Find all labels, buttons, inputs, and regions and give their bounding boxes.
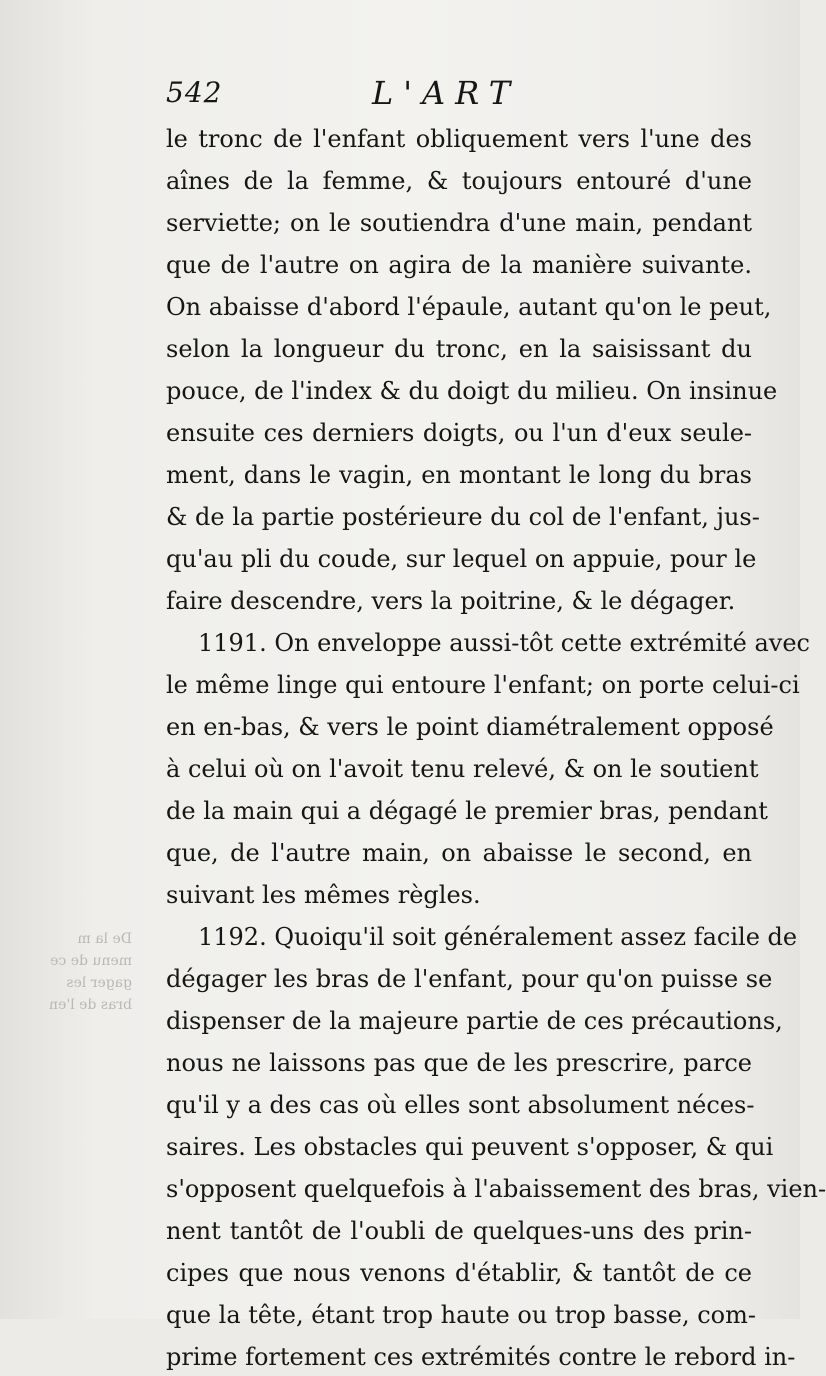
text-line: serviette; on le soutiendra d'une main, pendant [166, 209, 752, 237]
text-line: à celui où on l'avoit tenu relevé, & on le soutient [166, 755, 759, 783]
paragraph-1191-start: 1191. On enveloppe aussi-tôt cette extrémité avec [198, 629, 810, 657]
text-line: ensuite ces derniers doigts, ou l'un d'eux seule- [166, 419, 752, 447]
text-line: faire descendre, vers la poitrine, & le dégager. [166, 587, 736, 615]
page-number: 542 [166, 76, 223, 109]
text-line: que de l'autre on agira de la manière suivante. [166, 251, 752, 279]
text-line: & de la partie postérieure du col de l'enfant, jus- [166, 503, 760, 531]
text-line: nous ne laissons pas que de les prescrire, parce [166, 1049, 752, 1077]
text-line: qu'au pli du coude, sur lequel on appuie, pour le [166, 545, 757, 573]
text-line: nent tantôt de l'oubli de quelques-uns des prin- [166, 1217, 752, 1245]
bleed-through-text: gager les [66, 975, 132, 991]
bleed-through-text: menu de ce [50, 953, 132, 969]
text-line: cipes que nous venons d'établir, & tantôt de ce [166, 1259, 752, 1287]
text-line: en en-bas, & vers le point diamétralement opposé [166, 713, 774, 741]
text-line: que, de l'autre main, on abaisse le second, en [166, 839, 752, 867]
paragraph-1192-start: 1192. Quoiqu'il soit généralement assez facile de [198, 923, 798, 951]
text-line: de la main qui a dégagé le premier bras, pendant [166, 797, 768, 825]
text-line: le tronc de l'enfant obliquement vers l'une des [166, 125, 752, 153]
bleed-through-text: De la m [77, 931, 132, 947]
running-head: L'ART [372, 74, 521, 112]
text-line: prime fortement ces extrémités contre le rebord in- [166, 1343, 796, 1371]
text-line: dégager les bras de l'enfant, pour qu'on puisse se [166, 965, 773, 993]
text-line: le même linge qui entoure l'enfant; on porte celui-ci [166, 671, 800, 699]
text-line: qu'il y a des cas où elles sont absolument néces- [166, 1091, 755, 1119]
bleed-through-text: bras de l'en [49, 997, 132, 1013]
text-line: s'opposent quelquefois à l'abaissement des bras, vien- [166, 1175, 826, 1203]
page-header [166, 72, 744, 118]
text-line: saires. Les obstacles qui peuvent s'opposer, & qui [166, 1133, 774, 1161]
text-line: pouce, de l'index & du doigt du milieu. On insinue [166, 377, 778, 405]
text-line: dispenser de la majeure partie de ces précautions, [166, 1007, 783, 1035]
text-line: aînes de la femme, & toujours entouré d'une [166, 167, 752, 195]
text-line: On abaisse d'abord l'épaule, autant qu'on le peut, [166, 293, 772, 321]
text-line: ment, dans le vagin, en montant le long du bras [166, 461, 752, 489]
text-line: suivant les mêmes règles. [166, 881, 481, 909]
text-line: que la tête, étant trop haute ou trop basse, com- [166, 1301, 756, 1329]
text-line: selon la longueur du tronc, en la saisissant du [166, 335, 752, 363]
